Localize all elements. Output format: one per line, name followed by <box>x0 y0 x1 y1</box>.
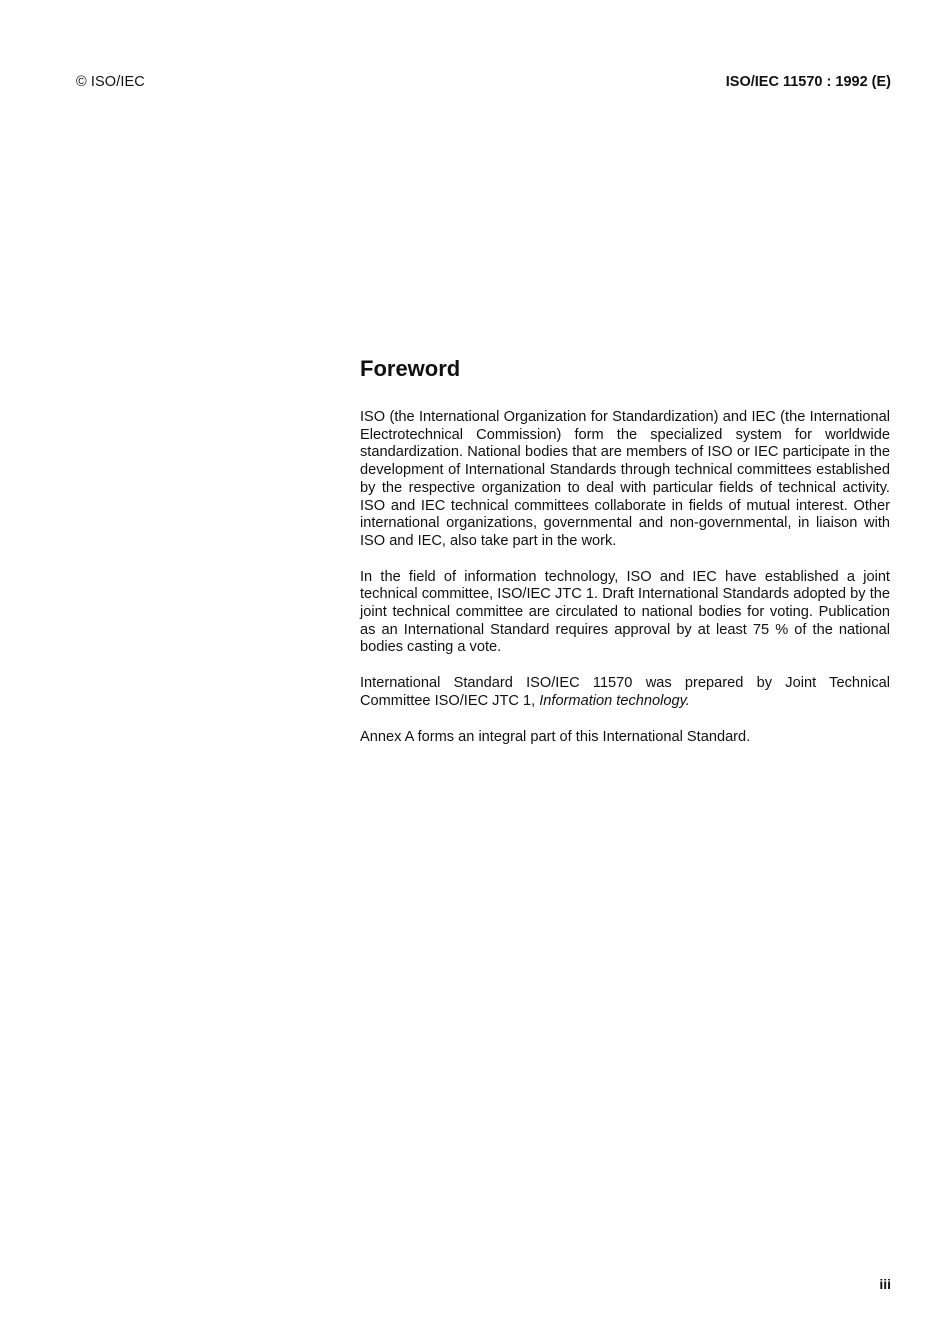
foreword-title: Foreword <box>360 356 461 381</box>
page-number: iii <box>879 1276 891 1292</box>
foreword-paragraph-3-italic: Information technology. <box>539 692 690 709</box>
foreword-paragraph-4: Annex A forms an integral part of this International Standard. <box>360 728 751 745</box>
foreword-paragraph-3-lead: International Standard ISO/IEC 11570 was prepared by Joint Technical Committee ISO/IEC JTC 1, <box>360 675 890 709</box>
foreword-paragraph-3 <box>360 675 890 710</box>
foreword-paragraph-2: In the field of information technology, ISO and IEC have established a joint technical committee, ISO/IEC JTC 1. Draft International Standards adopted by the joint technical committee are circulated to national bodies for voting. Publication as an International Standard requires approval by at least 75 % of the national bodies casting a vote. <box>360 568 890 656</box>
copyright-header: © ISO/IEC <box>76 74 145 90</box>
foreword-paragraph-1: ISO (the International Organization for Standardization) and IEC (the International Electrotechnical Commission) form the specialized system for worldwide standardization. National bodies that are members of ISO or IEC participate in the development of International Standards through technical committees established by the respective organization to deal with particular fields of technical activity. ISO and IEC technical committees collaborate in fields of mutual interest. Other international organizations, governmental and non-governmental, in liaison with ISO and IEC, also take part in the work. <box>360 409 890 549</box>
foreword-section <box>360 354 890 764</box>
standard-number-header: ISO/IEC 11570 : 1992 (E) <box>725 74 891 90</box>
